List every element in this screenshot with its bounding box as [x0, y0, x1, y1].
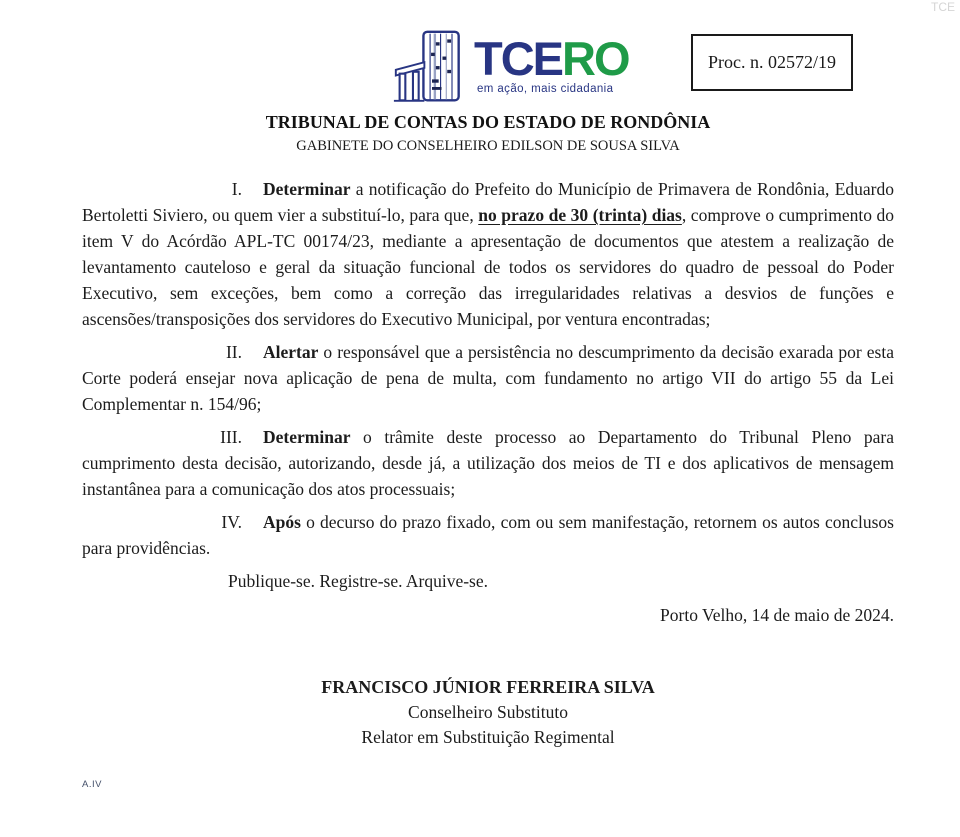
signatory-role-1: Conselheiro Substituto	[408, 702, 568, 722]
logo-tce-text: TCE	[474, 32, 562, 85]
document-body	[82, 176, 894, 750]
corner-watermark	[931, 0, 955, 14]
paragraph-text-segment: no prazo de 30 (trinta) dias	[478, 205, 682, 225]
paragraph-text-segment: o trâmite deste processo ao Departamento do Tribunal Pleno para cumprimento desta decisão, autorizando, desde já, a utilização dos meios de TI e dos aplicativos de mensagem instantânea para a comunicação dos atos processuais;	[82, 427, 894, 499]
paragraph-numeral: IV.	[221, 512, 242, 532]
decision-paragraphs	[82, 176, 894, 561]
decision-paragraph	[82, 509, 894, 561]
paragraph-text-segment: Após	[263, 512, 301, 532]
tcero-building-icon	[392, 28, 472, 111]
footer-code: A.IV	[82, 779, 102, 790]
signature-block	[82, 674, 894, 750]
paragraph-numeral: III.	[220, 427, 242, 447]
decision-paragraph	[82, 424, 894, 502]
process-number: Proc. n. 02572/19	[708, 52, 836, 72]
paragraph-text-segment: Alertar	[263, 342, 319, 362]
tcero-logo	[392, 28, 629, 111]
logo-text	[474, 32, 629, 95]
paragraph-text-segment: o responsável que a persistência no descumprimento da decisão exarada por esta Corte poderá ensejar nova aplicação de pena de multa, com fundamento no artigo VII do artigo 55 da Lei Complementar n. 154/96;	[82, 342, 894, 414]
signatory-name: FRANCISCO JÚNIOR FERREIRA SILVA	[321, 677, 655, 697]
publish-line: Publique-se. Registre-se. Arquive-se.	[228, 571, 489, 591]
document-subtitle: GABINETE DO CONSELHEIRO EDILSON DE SOUSA SILVA	[296, 138, 680, 154]
logo-ro-text: RO	[562, 32, 629, 85]
paragraph-text-segment: Determinar	[263, 427, 351, 447]
paragraph-text-segment: o decurso do prazo fixado, com ou sem manifestação, retornem os autos conclusos para providências.	[82, 512, 894, 558]
paragraph-text-segment: a notificação do Prefeito do Município de Primavera de Rondônia, Eduardo Bertoletti Siviero, ou quem vier a substituí-lo, para que,	[82, 179, 894, 225]
logo-wordmark	[474, 32, 629, 85]
paragraph-text-segment: , comprove o cumprimento do item V do Acórdão APL-TC 00174/23, mediante a apresentação de documentos que atestem a realização de levantamento cauteloso e geral da situação funcional de todos os servidores do quadro de pessoal do Poder Executivo, sem exceções, bem como a correção das irregularidades relativas a desvios de funções e ascensões/transposições dos servidores do Executivo Municipal, por ventura encontradas;	[82, 205, 895, 329]
document-title: TRIBUNAL DE CONTAS DO ESTADO DE RONDÔNIA	[265, 112, 711, 132]
signatory-role-2: Relator em Substituição Regimental	[361, 727, 615, 747]
process-number-box	[691, 34, 853, 91]
decision-paragraph	[82, 176, 894, 332]
logo-tagline: em ação, mais cidadania	[477, 83, 614, 95]
paragraph-text-segment: Determinar	[263, 179, 351, 199]
decision-paragraph	[82, 339, 894, 417]
paragraph-numeral: I.	[231, 179, 242, 199]
corner-watermark-line: TCE	[931, 0, 955, 14]
date-line: Porto Velho, 14 de maio de 2024.	[660, 605, 894, 625]
paragraph-numeral: II.	[225, 342, 242, 362]
